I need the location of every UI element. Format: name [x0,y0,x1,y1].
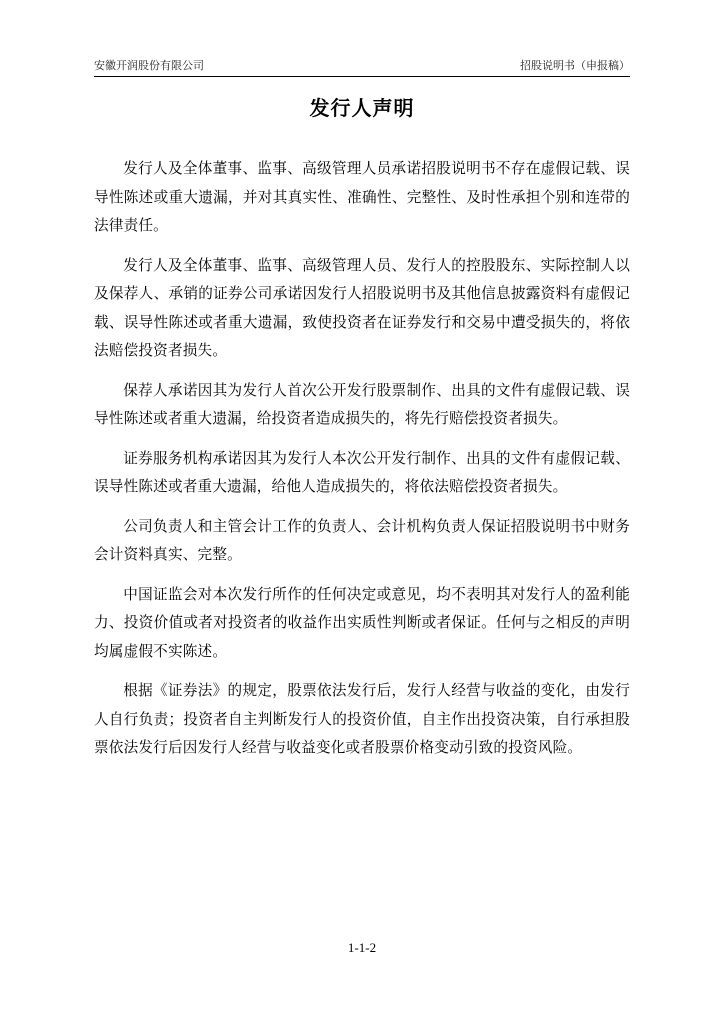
paragraph-5: 公司负责人和主管会计工作的负责人、会计机构负责人保证招股说明书中财务会计资料真实、完整。 [94,517,630,563]
paragraph-7: 根据《证券法》的规定，股票依法发行后，发行人经营与收益的变化，由发行人自行负责；投资者自主判断发行人的投资价值，自主作出投资决策，自行承担股票依法发行后因发行人经营与收益变化或者股票价格变动引致的投资风险。 [94,682,630,756]
page-header [94,58,630,77]
paragraph-4: 证券服务机构承诺因其为发行人本次公开发行制作、出具的文件有虚假记载、误导性陈述或者重大遗漏，给他人造成损失的，将依法赔偿投资者损失。 [94,449,630,495]
header-company-name: 安徽开润股份有限公司 [94,59,204,72]
paragraph-2: 发行人及全体董事、监事、高级管理人员、发行人的控股股东、实际控制人以及保荐人、承销的证券公司承诺因发行人招股说明书及其他信息披露资料有虚假记载、误导性陈述或者重大遗漏，致使投资者在证券发行和交易中遭受损失的，将依法赔偿投资者损失。 [94,256,630,359]
page-title: 发行人声明 [309,96,415,120]
paragraph-3: 保荐人承诺因其为发行人首次公开发行股票制作、出具的文件有虚假记载、误导性陈述或者重大遗漏，给投资者造成损失的，将先行赔偿投资者损失。 [94,381,630,427]
paragraph-6: 中国证监会对本次发行所作的任何决定或意见，均不表明其对发行人的盈利能力、投资价值或者对投资者的收益作出实质性判断或者保证。任何与之相反的声明均属虚假不实陈述。 [94,585,630,660]
header-document-type: 招股说明书（申报稿） [520,59,630,72]
paragraph-1: 发行人及全体董事、监事、高级管理人员承诺招股说明书不存在虚假记载、误导性陈述或重大遗漏，并对其真实性、准确性、完整性、及时性承担个别和连带的法律责任。 [94,160,630,234]
page-number: 1-1-2 [347,940,377,955]
declaration-body [94,155,630,774]
